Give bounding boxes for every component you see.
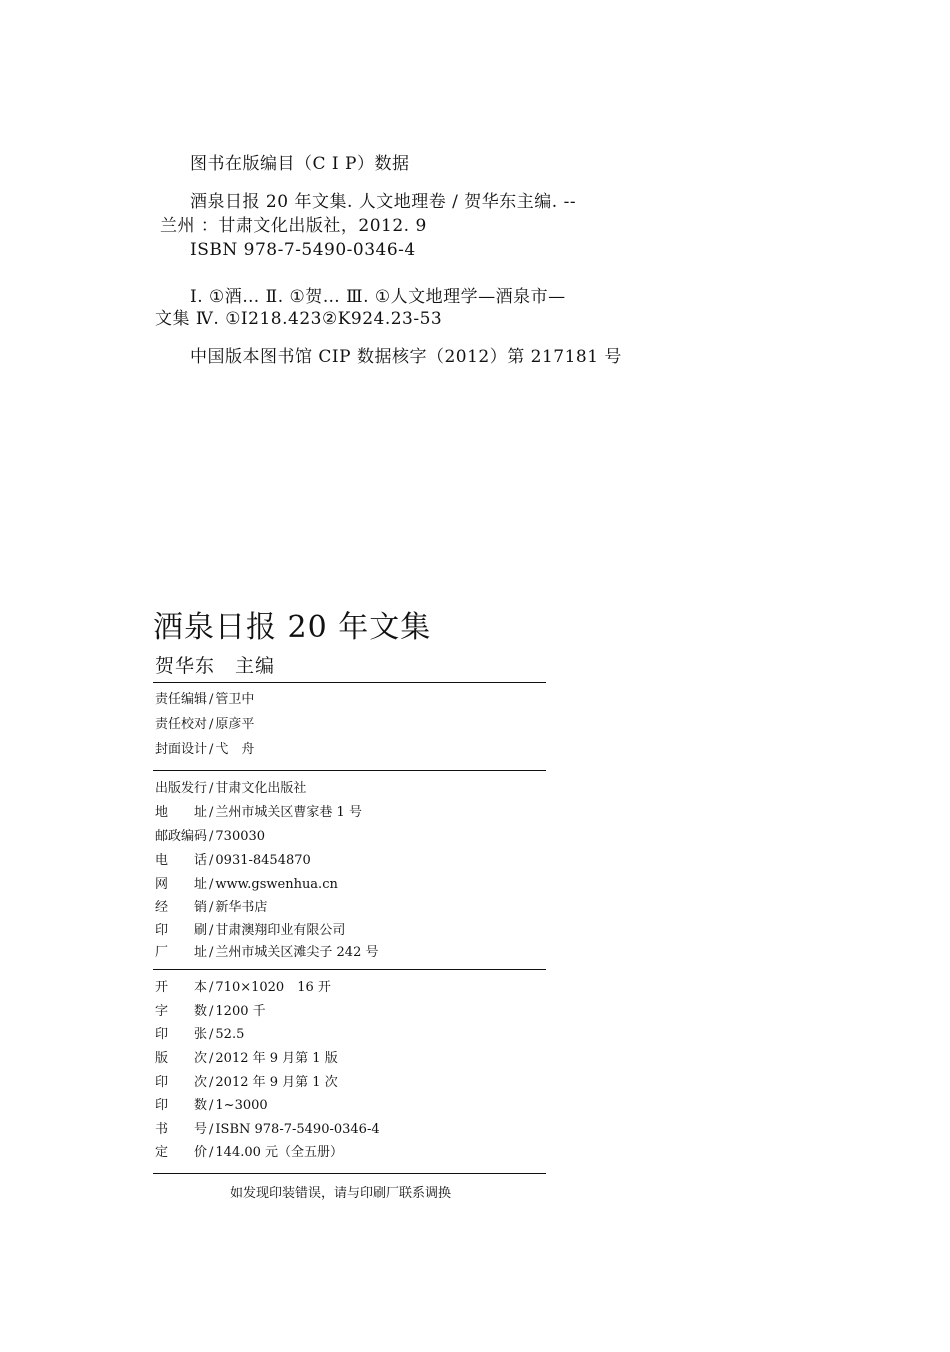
publisher-row: 出版发行 / 甘肃文化出版社 [155,779,306,799]
publisher-value: 730030 [215,829,266,844]
publisher-label: 电 话 [155,853,208,868]
spec-label: 字 数 [155,1004,208,1019]
publisher-row: 邮政编码 / 730030 [155,827,265,847]
spec-row: 印 次 / 2012 年 9 月第 1 次 [155,1073,338,1093]
cip-title-line: 酒泉日报 20 年文集. 人文地理卷 / 贺华东主编. -- [190,192,577,212]
spec-label: 定 价 [155,1145,208,1160]
spec-label: 印 次 [155,1075,208,1090]
publisher-row: 电 话 / 0931-8454870 [155,851,311,871]
spec-row: 书 号 / ISBN 978-7-5490-0346-4 [155,1120,380,1140]
spec-value: 2012 年 9 月第 1 版 [215,1051,338,1066]
cip-number: 中国版本图书馆 CIP 数据核字（2012）第 217181 号 [190,347,622,367]
staff-value: 原彦平 [215,717,255,732]
spec-row: 版 次 / 2012 年 9 月第 1 版 [155,1049,338,1069]
staff-label: 责任编辑 [155,692,208,707]
publisher-label: 出版发行 [155,781,208,796]
spec-value: ISBN 978-7-5490-0346-4 [215,1122,380,1137]
spec-value: 52.5 [215,1027,245,1042]
spec-row: 印 张 / 52.5 [155,1025,244,1045]
cip-heading: 图书在版编目（C I P）数据 [190,154,410,174]
publisher-value: 兰州市城关区滩尖子 242 号 [215,945,379,960]
book-editor: 贺华东 主编 [155,655,276,677]
divider-2 [153,770,546,771]
staff-row: 责任编辑 / 管卫中 [155,690,254,710]
cip-subject-line-1: Ⅰ. ①酒… Ⅱ. ①贺… Ⅲ. ①人文地理学—酒泉市— [190,287,566,307]
publisher-row: 经 销 / 新华书店 [155,898,267,918]
publisher-row: 网 址 / www.gswenhua.cn [155,875,338,895]
staff-row: 封面设计 / 弋 舟 [155,740,254,760]
spec-value: 1~3000 [215,1098,268,1113]
staff-label: 封面设计 [155,742,208,757]
divider-1 [153,682,546,683]
staff-value: 管卫中 [215,692,255,707]
publisher-label: 厂 址 [155,945,208,960]
spec-row: 印 数 / 1~3000 [155,1096,268,1116]
publisher-label: 邮政编码 [155,829,208,844]
book-title: 酒泉日报 20 年文集 [153,610,432,645]
publisher-row: 厂 址 / 兰州市城关区滩尖子 242 号 [155,943,378,963]
divider-3 [153,969,546,970]
publisher-website: www.gswenhua.cn [215,877,338,892]
publisher-row: 地 址 / 兰州市城关区曹家巷 1 号 [155,803,362,823]
spec-row: 定 价 / 144.00 元（全五册） [155,1143,343,1163]
publisher-value: 甘肃澳翔印业有限公司 [215,923,346,938]
cip-publisher-line: 兰州 ：甘肃文化出版社，2012. 9 [160,216,427,236]
spec-label: 版 次 [155,1051,208,1066]
spec-label: 印 数 [155,1098,208,1113]
spec-label: 书 号 [155,1122,208,1137]
cip-isbn: ISBN 978-7-5490-0346-4 [190,240,416,260]
spec-row: 开 本 / 710×1020 16 开 [155,978,331,998]
publisher-label: 经 销 [155,900,208,915]
spec-row: 字 数 / 1200 千 [155,1002,266,1022]
spec-value: 710×1020 16 开 [215,980,331,995]
staff-value: 弋 舟 [215,742,255,757]
spec-value: 1200 千 [215,1004,266,1019]
publisher-value: 0931-8454870 [215,853,311,868]
publisher-value: 新华书店 [215,900,268,915]
spec-value: 2012 年 9 月第 1 次 [215,1075,338,1090]
spec-value: 144.00 元（全五册） [215,1145,344,1160]
cip-subject-line-2: 文集 Ⅳ. ①I218.423②K924.23-53 [155,309,443,329]
divider-4 [153,1173,546,1174]
publisher-value: 甘肃文化出版社 [215,781,307,796]
spec-label: 开 本 [155,980,208,995]
staff-label: 责任校对 [155,717,208,732]
publisher-label: 网 址 [155,877,208,892]
footer-note: 如发现印装错误，请与印刷厂联系调换 [230,1186,452,1201]
publisher-value: 兰州市城关区曹家巷 1 号 [215,805,362,820]
publisher-row: 印 刷 / 甘肃澳翔印业有限公司 [155,921,345,941]
staff-row: 责任校对 / 原彦平 [155,715,254,735]
spec-label: 印 张 [155,1027,208,1042]
publisher-label: 印 刷 [155,923,208,938]
publisher-label: 地 址 [155,805,208,820]
